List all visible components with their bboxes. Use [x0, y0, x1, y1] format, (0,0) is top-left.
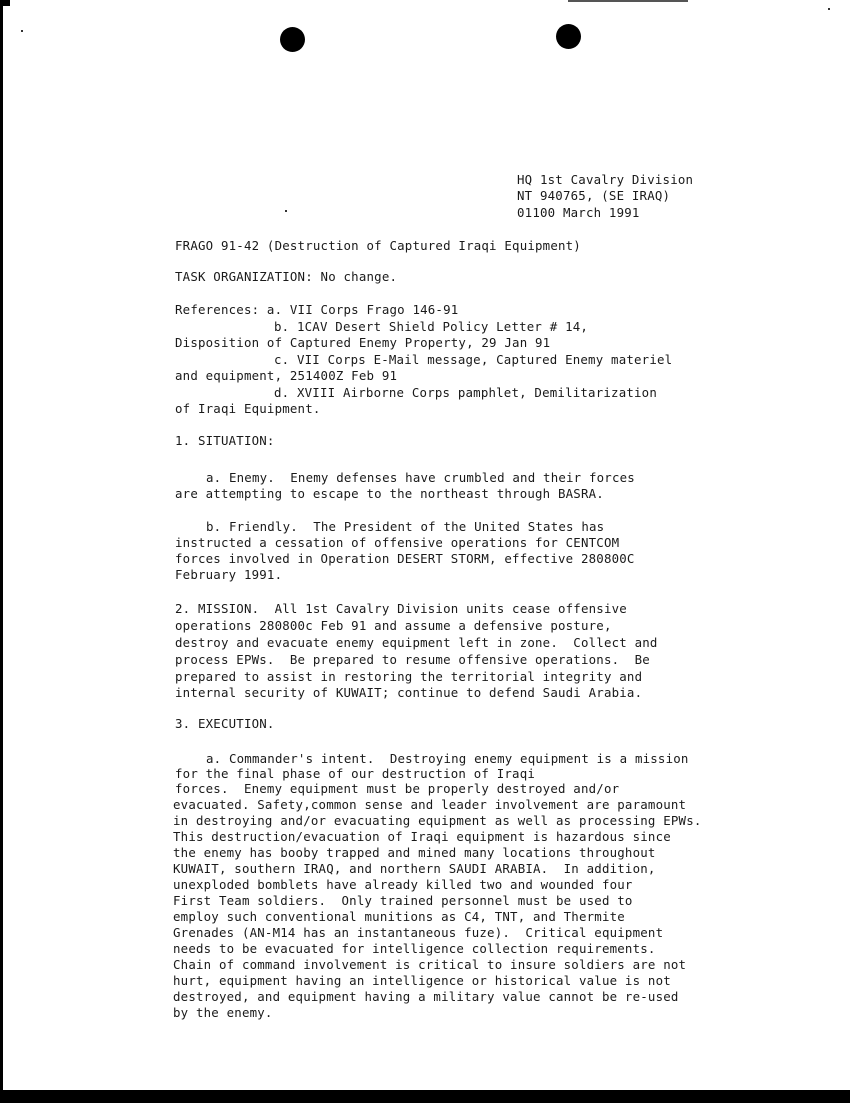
intent-line: needs to be evacuated for intelligence collection requirements. [173, 941, 656, 956]
scan-edge-left [0, 0, 3, 1103]
header-dtg: 01100 March 1991 [517, 205, 640, 220]
situation-friendly-line: instructed a cessation of offensive operations for CENTCOM [175, 535, 620, 550]
intent-line: employ such conventional munitions as C4, TNT, and Thermite [173, 909, 625, 924]
mission-line: process EPWs. Be prepared to resume offensive operations. Be [175, 652, 650, 667]
header-grid: NT 940765, (SE IRAQ) [517, 188, 671, 203]
scan-speck [285, 210, 287, 212]
intent-line: KUWAIT, southern IRAQ, and northern SAUDI ARABIA. In addition, [173, 861, 656, 876]
intent-line: the enemy has booby trapped and mined many locations throughout [173, 845, 656, 860]
intent-line: This destruction/evacuation of Iraqi equipment is hazardous since [173, 829, 671, 844]
intent-line: unexploded bomblets have already killed two and wounded four [173, 877, 633, 892]
mission-line: operations 280800c Feb 91 and assume a defensive posture, [175, 618, 612, 633]
intent-line: First Team soldiers. Only trained personnel must be used to [173, 893, 633, 908]
intent-line: for the final phase of our destruction of Iraqi [175, 766, 536, 781]
intent-line: in destroying and/or evacuating equipment as well as processing EPWs. [173, 813, 702, 828]
intent-line: forces. Enemy equipment must be properly destroyed and/or [175, 781, 620, 796]
situation-friendly-line: b. Friendly. The President of the United States has [206, 519, 605, 534]
scan-edge-bottom [0, 1090, 850, 1103]
intent-line: Grenades (AN-M14 has an instantaneous fuze). Critical equipment [173, 925, 664, 940]
intent-line: destroyed, and equipment having a military value cannot be re-used [173, 989, 679, 1004]
task-organization: TASK ORGANIZATION: No change. [175, 269, 398, 284]
situation-friendly-line: February 1991. [175, 567, 283, 582]
intent-line: a. Commander's intent. Destroying enemy equipment is a mission [206, 751, 689, 766]
execution-heading: 3. EXECUTION. [175, 716, 275, 731]
intent-line: evacuated. Safety,common sense and leader involvement are paramount [173, 797, 687, 812]
header-unit: HQ 1st Cavalry Division [517, 172, 694, 187]
punch-hole-right [556, 24, 581, 49]
mission-line: 2. MISSION. All 1st Cavalry Division units cease offensive [175, 601, 627, 616]
scan-edge-top [0, 0, 10, 6]
intent-line: hurt, equipment having an intelligence or historical value is not [173, 973, 671, 988]
intent-line: by the enemy. [173, 1005, 273, 1020]
situation-heading: 1. SITUATION: [175, 433, 275, 448]
reference-line: d. XVIII Airborne Corps pamphlet, Demilitarization [274, 385, 657, 400]
mission-line: prepared to assist in restoring the territorial integrity and [175, 669, 643, 684]
document-title: FRAGO 91-42 (Destruction of Captured Iraqi Equipment) [175, 238, 581, 253]
mission-line: destroy and evacuate enemy equipment left in zone. Collect and [175, 635, 658, 650]
reference-line: b. 1CAV Desert Shield Policy Letter # 14, [274, 319, 589, 334]
situation-friendly-line: forces involved in Operation DESERT STORM, effective 280800C [175, 551, 635, 566]
scan-edge-top-right [568, 0, 688, 2]
reference-line: c. VII Corps E-Mail message, Captured Enemy materiel [274, 352, 673, 367]
intent-line: Chain of command involvement is critical to insure soldiers are not [173, 957, 687, 972]
reference-line: of Iraqi Equipment. [175, 401, 321, 416]
scan-speck [21, 30, 23, 32]
situation-enemy-line: are attempting to escape to the northeast through BASRA. [175, 486, 604, 501]
reference-line: Disposition of Captured Enemy Property, 29 Jan 91 [175, 335, 551, 350]
situation-enemy-line: a. Enemy. Enemy defenses have crumbled and their forces [206, 470, 635, 485]
mission-line: internal security of KUWAIT; continue to defend Saudi Arabia. [175, 685, 643, 700]
scan-speck [828, 8, 830, 10]
reference-line: References: a. VII Corps Frago 146-91 [175, 302, 459, 317]
punch-hole-left [280, 27, 305, 52]
reference-line: and equipment, 251400Z Feb 91 [175, 368, 398, 383]
